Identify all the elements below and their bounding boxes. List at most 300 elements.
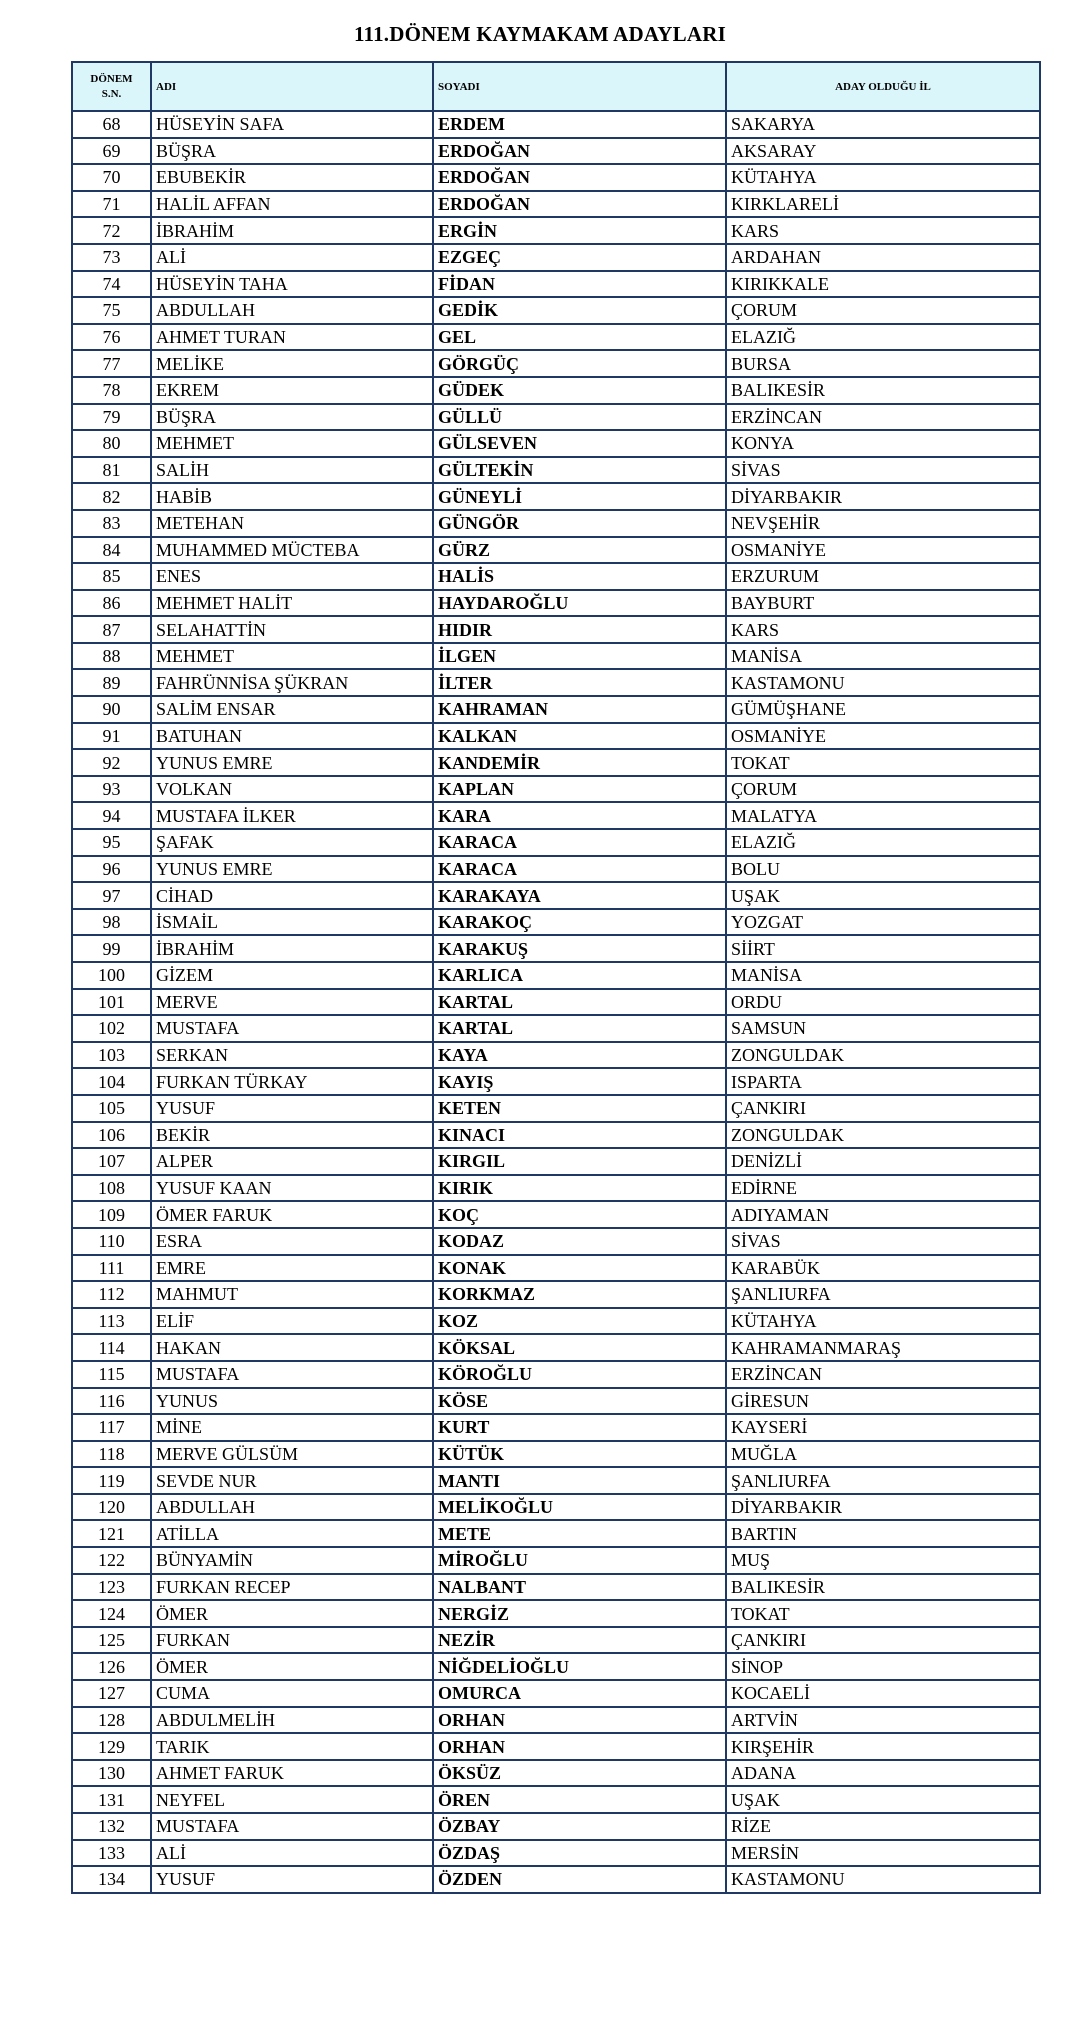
cell-sn: 79 (72, 404, 151, 431)
cell-sn: 104 (72, 1068, 151, 1095)
cell-adi: MUSTAFA İLKER (151, 802, 433, 829)
cell-sn: 119 (72, 1467, 151, 1494)
cell-sn: 115 (72, 1361, 151, 1388)
cell-il: DİYARBAKIR (726, 1494, 1040, 1521)
cell-soyadi: HALİS (433, 563, 726, 590)
cell-sn: 127 (72, 1680, 151, 1707)
header-soyadi: SOYADI (433, 62, 726, 111)
table-row (72, 324, 1040, 351)
cell-sn: 91 (72, 723, 151, 750)
cell-il: BOLU (726, 856, 1040, 883)
cell-soyadi: GÜLLÜ (433, 404, 726, 431)
cell-adi: MUHAMMED MÜCTEBA (151, 537, 433, 564)
cell-adi: VOLKAN (151, 776, 433, 803)
cell-sn: 68 (72, 111, 151, 138)
cell-adi: SALİM ENSAR (151, 696, 433, 723)
cell-sn: 96 (72, 856, 151, 883)
header-sn (72, 62, 151, 111)
table-row (72, 1361, 1040, 1388)
cell-soyadi: ERGİN (433, 217, 726, 244)
cell-adi: CİHAD (151, 882, 433, 909)
cell-il: ÇANKIRI (726, 1627, 1040, 1654)
cell-soyadi: MANTI (433, 1467, 726, 1494)
cell-sn: 90 (72, 696, 151, 723)
cell-il: BAYBURT (726, 590, 1040, 617)
cell-soyadi: KAYA (433, 1042, 726, 1069)
cell-adi: EMRE (151, 1255, 433, 1282)
cell-il: KÜTAHYA (726, 1308, 1040, 1335)
table-row (72, 271, 1040, 298)
table-row (72, 1866, 1040, 1893)
cell-adi: TARIK (151, 1733, 433, 1760)
table-row (72, 1414, 1040, 1441)
table-row (72, 1388, 1040, 1415)
cell-il: OSMANİYE (726, 723, 1040, 750)
cell-sn: 113 (72, 1308, 151, 1335)
cell-soyadi: ORHAN (433, 1733, 726, 1760)
cell-adi: ABDULLAH (151, 1494, 433, 1521)
cell-adi: ALPER (151, 1148, 433, 1175)
cell-soyadi: FİDAN (433, 271, 726, 298)
cell-sn: 112 (72, 1281, 151, 1308)
table-row (72, 1122, 1040, 1149)
table-row (72, 1520, 1040, 1547)
table-row (72, 1255, 1040, 1282)
table-row (72, 749, 1040, 776)
cell-il: UŞAK (726, 1786, 1040, 1813)
cell-sn: 78 (72, 377, 151, 404)
cell-sn: 88 (72, 643, 151, 670)
cell-soyadi: İLGEN (433, 643, 726, 670)
cell-sn: 100 (72, 962, 151, 989)
cell-adi: BATUHAN (151, 723, 433, 750)
cell-soyadi: KINACI (433, 1122, 726, 1149)
table-row (72, 430, 1040, 457)
cell-sn: 123 (72, 1574, 151, 1601)
cell-sn: 82 (72, 483, 151, 510)
cell-adi: BÜŞRA (151, 138, 433, 165)
table-row (72, 1228, 1040, 1255)
cell-il: YOZGAT (726, 909, 1040, 936)
header-il: ADAY OLDUĞU İL (726, 62, 1040, 111)
cell-soyadi: NERGİZ (433, 1600, 726, 1627)
cell-adi: İSMAİL (151, 909, 433, 936)
cell-adi: SALİH (151, 457, 433, 484)
cell-adi: BÜNYAMİN (151, 1547, 433, 1574)
table-row (72, 297, 1040, 324)
cell-soyadi: KÖROĞLU (433, 1361, 726, 1388)
table-row (72, 138, 1040, 165)
cell-il: KÜTAHYA (726, 164, 1040, 191)
cell-il: ORDU (726, 989, 1040, 1016)
cell-soyadi: GÜNEYLİ (433, 483, 726, 510)
cell-soyadi: ERDOĞAN (433, 164, 726, 191)
table-row (72, 696, 1040, 723)
cell-il: ARTVİN (726, 1707, 1040, 1734)
cell-il: KAYSERİ (726, 1414, 1040, 1441)
cell-soyadi: ÖKSÜZ (433, 1760, 726, 1787)
cell-soyadi: KODAZ (433, 1228, 726, 1255)
table-row (72, 1574, 1040, 1601)
table-row (72, 1733, 1040, 1760)
cell-soyadi: KARAKOÇ (433, 909, 726, 936)
cell-soyadi: KÖKSAL (433, 1334, 726, 1361)
cell-sn: 75 (72, 297, 151, 324)
table-row (72, 989, 1040, 1016)
cell-adi: HÜSEYİN SAFA (151, 111, 433, 138)
cell-il: ERZİNCAN (726, 404, 1040, 431)
cell-sn: 94 (72, 802, 151, 829)
cell-sn: 125 (72, 1627, 151, 1654)
table-row (72, 404, 1040, 431)
cell-adi: ÖMER (151, 1600, 433, 1627)
cell-adi: ÖMER (151, 1653, 433, 1680)
cell-sn: 106 (72, 1122, 151, 1149)
cell-sn: 111 (72, 1255, 151, 1282)
cell-adi: EBUBEKİR (151, 164, 433, 191)
cell-soyadi: GÜLTEKİN (433, 457, 726, 484)
cell-sn: 99 (72, 935, 151, 962)
cell-soyadi: KARTAL (433, 989, 726, 1016)
cell-sn: 134 (72, 1866, 151, 1893)
table-row (72, 1281, 1040, 1308)
cell-sn: 116 (72, 1388, 151, 1415)
cell-sn: 118 (72, 1441, 151, 1468)
table-row (72, 1095, 1040, 1122)
table-row (72, 1334, 1040, 1361)
cell-sn: 126 (72, 1653, 151, 1680)
cell-adi: SERKAN (151, 1042, 433, 1069)
cell-adi: YUSUF (151, 1095, 433, 1122)
cell-adi: HALİL AFFAN (151, 191, 433, 218)
cell-soyadi: NALBANT (433, 1574, 726, 1601)
cell-soyadi: HIDIR (433, 616, 726, 643)
cell-sn: 129 (72, 1733, 151, 1760)
table-row (72, 1707, 1040, 1734)
cell-il: BALIKESİR (726, 1574, 1040, 1601)
cell-il: BURSA (726, 350, 1040, 377)
table-body (72, 111, 1040, 1893)
cell-soyadi: KAPLAN (433, 776, 726, 803)
cell-soyadi: OMURCA (433, 1680, 726, 1707)
table-row (72, 510, 1040, 537)
cell-soyadi: KÖSE (433, 1388, 726, 1415)
cell-sn: 95 (72, 829, 151, 856)
table-row (72, 829, 1040, 856)
cell-sn: 121 (72, 1520, 151, 1547)
cell-soyadi: KOZ (433, 1308, 726, 1335)
cell-il: EDİRNE (726, 1175, 1040, 1202)
cell-adi: BEKİR (151, 1122, 433, 1149)
cell-soyadi: ÖREN (433, 1786, 726, 1813)
cell-il: KAHRAMANMARAŞ (726, 1334, 1040, 1361)
cell-soyadi: KARA (433, 802, 726, 829)
cell-il: MANİSA (726, 962, 1040, 989)
cell-sn: 131 (72, 1786, 151, 1813)
cell-sn: 102 (72, 1015, 151, 1042)
cell-soyadi: HAYDAROĞLU (433, 590, 726, 617)
cell-sn: 132 (72, 1813, 151, 1840)
cell-il: MERSİN (726, 1840, 1040, 1867)
table-row (72, 1840, 1040, 1867)
table-row (72, 350, 1040, 377)
cell-adi: MEHMET (151, 430, 433, 457)
cell-adi: HABİB (151, 483, 433, 510)
cell-sn: 76 (72, 324, 151, 351)
cell-il: SİVAS (726, 457, 1040, 484)
cell-adi: FAHRÜNNİSA ŞÜKRAN (151, 669, 433, 696)
cell-soyadi: GÜRZ (433, 537, 726, 564)
cell-sn: 92 (72, 749, 151, 776)
cell-il: ZONGULDAK (726, 1122, 1040, 1149)
cell-adi: ATİLLA (151, 1520, 433, 1547)
cell-soyadi: KORKMAZ (433, 1281, 726, 1308)
cell-adi: MUSTAFA (151, 1361, 433, 1388)
table-row (72, 1680, 1040, 1707)
cell-il: NEVŞEHİR (726, 510, 1040, 537)
cell-soyadi: KARTAL (433, 1015, 726, 1042)
cell-sn: 109 (72, 1201, 151, 1228)
cell-adi: MİNE (151, 1414, 433, 1441)
table-row (72, 1308, 1040, 1335)
cell-adi: ENES (151, 563, 433, 590)
cell-adi: EKREM (151, 377, 433, 404)
cell-il: ELAZIĞ (726, 829, 1040, 856)
cell-adi: SELAHATTİN (151, 616, 433, 643)
cell-soyadi: NEZİR (433, 1627, 726, 1654)
cell-sn: 83 (72, 510, 151, 537)
cell-adi: MERVE GÜLSÜM (151, 1441, 433, 1468)
table-row (72, 669, 1040, 696)
table-row (72, 164, 1040, 191)
cell-il: UŞAK (726, 882, 1040, 909)
cell-il: KASTAMONU (726, 1866, 1040, 1893)
cell-soyadi: NİĞDELİOĞLU (433, 1653, 726, 1680)
table-row (72, 483, 1040, 510)
cell-il: KARS (726, 217, 1040, 244)
header-row (72, 62, 1040, 111)
cell-soyadi: KANDEMİR (433, 749, 726, 776)
cell-il: KIRKLARELİ (726, 191, 1040, 218)
cell-soyadi: ERDEM (433, 111, 726, 138)
cell-sn: 69 (72, 138, 151, 165)
table-row (72, 882, 1040, 909)
cell-soyadi: KAHRAMAN (433, 696, 726, 723)
table-row (72, 1653, 1040, 1680)
cell-il: KARS (726, 616, 1040, 643)
cell-soyadi: KÜTÜK (433, 1441, 726, 1468)
cell-sn: 87 (72, 616, 151, 643)
header-adi: ADI (151, 62, 433, 111)
cell-sn: 98 (72, 909, 151, 936)
cell-adi: AHMET FARUK (151, 1760, 433, 1787)
cell-il: OSMANİYE (726, 537, 1040, 564)
cell-il: SİİRT (726, 935, 1040, 962)
cell-soyadi: GÜNGÖR (433, 510, 726, 537)
cell-il: MANİSA (726, 643, 1040, 670)
table-row (72, 962, 1040, 989)
cell-il: MUŞ (726, 1547, 1040, 1574)
cell-soyadi: MİROĞLU (433, 1547, 726, 1574)
cell-soyadi: ORHAN (433, 1707, 726, 1734)
table-row (72, 1813, 1040, 1840)
cell-adi: MEHMET HALİT (151, 590, 433, 617)
cell-adi: FURKAN RECEP (151, 1574, 433, 1601)
cell-adi: MERVE (151, 989, 433, 1016)
cell-sn: 97 (72, 882, 151, 909)
cell-il: KIRIKKALE (726, 271, 1040, 298)
table-row (72, 377, 1040, 404)
cell-soyadi: KETEN (433, 1095, 726, 1122)
cell-soyadi: KURT (433, 1414, 726, 1441)
cell-il: SAKARYA (726, 111, 1040, 138)
cell-sn: 80 (72, 430, 151, 457)
table-row (72, 616, 1040, 643)
cell-il: SİVAS (726, 1228, 1040, 1255)
table-row (72, 191, 1040, 218)
cell-soyadi: GÜDEK (433, 377, 726, 404)
cell-adi: GİZEM (151, 962, 433, 989)
table-row (72, 1201, 1040, 1228)
cell-il: ŞANLIURFA (726, 1467, 1040, 1494)
cell-il: BALIKESİR (726, 377, 1040, 404)
cell-soyadi: KARLICA (433, 962, 726, 989)
cell-soyadi: GEL (433, 324, 726, 351)
cell-adi: YUNUS EMRE (151, 856, 433, 883)
cell-soyadi: ÖZBAY (433, 1813, 726, 1840)
cell-il: ADANA (726, 1760, 1040, 1787)
cell-il: ISPARTA (726, 1068, 1040, 1095)
cell-sn: 114 (72, 1334, 151, 1361)
cell-il: GÜMÜŞHANE (726, 696, 1040, 723)
cell-il: ELAZIĞ (726, 324, 1040, 351)
cell-il: ÇANKIRI (726, 1095, 1040, 1122)
cell-adi: FURKAN (151, 1627, 433, 1654)
cell-adi: MUSTAFA (151, 1015, 433, 1042)
table-row (72, 909, 1040, 936)
cell-adi: MUSTAFA (151, 1813, 433, 1840)
cell-soyadi: GEDİK (433, 297, 726, 324)
table-row (72, 563, 1040, 590)
table-row (72, 111, 1040, 138)
cell-il: TOKAT (726, 1600, 1040, 1627)
cell-sn: 128 (72, 1707, 151, 1734)
cell-il: KONYA (726, 430, 1040, 457)
cell-sn: 108 (72, 1175, 151, 1202)
table-row (72, 935, 1040, 962)
cell-il: SAMSUN (726, 1015, 1040, 1042)
cell-soyadi: ERDOĞAN (433, 138, 726, 165)
cell-soyadi: İLTER (433, 669, 726, 696)
cell-sn: 120 (72, 1494, 151, 1521)
cell-soyadi: KARAKAYA (433, 882, 726, 909)
cell-il: GİRESUN (726, 1388, 1040, 1415)
cell-il: ŞANLIURFA (726, 1281, 1040, 1308)
cell-adi: ŞAFAK (151, 829, 433, 856)
cell-sn: 77 (72, 350, 151, 377)
cell-il: ADIYAMAN (726, 1201, 1040, 1228)
cell-adi: İBRAHİM (151, 935, 433, 962)
cell-adi: ALİ (151, 1840, 433, 1867)
cell-sn: 84 (72, 537, 151, 564)
cell-sn: 122 (72, 1547, 151, 1574)
cell-sn: 73 (72, 244, 151, 271)
cell-sn: 81 (72, 457, 151, 484)
cell-adi: AHMET TURAN (151, 324, 433, 351)
cell-il: AKSARAY (726, 138, 1040, 165)
cell-sn: 71 (72, 191, 151, 218)
cell-adi: ABDULLAH (151, 297, 433, 324)
table-row (72, 1068, 1040, 1095)
cell-il: KASTAMONU (726, 669, 1040, 696)
cell-sn: 101 (72, 989, 151, 1016)
cell-il: TOKAT (726, 749, 1040, 776)
cell-adi: HÜSEYİN TAHA (151, 271, 433, 298)
cell-sn: 70 (72, 164, 151, 191)
table-row (72, 1148, 1040, 1175)
cell-il: ERZİNCAN (726, 1361, 1040, 1388)
cell-il: RİZE (726, 1813, 1040, 1840)
cell-il: ARDAHAN (726, 244, 1040, 271)
table-row (72, 723, 1040, 750)
cell-soyadi: KIRGIL (433, 1148, 726, 1175)
cell-il: ÇORUM (726, 297, 1040, 324)
cell-adi: ELİF (151, 1308, 433, 1335)
cell-sn: 103 (72, 1042, 151, 1069)
table-row (72, 1786, 1040, 1813)
cell-soyadi: ÖZDEN (433, 1866, 726, 1893)
cell-il: ERZURUM (726, 563, 1040, 590)
cell-sn: 124 (72, 1600, 151, 1627)
table-row (72, 590, 1040, 617)
cell-sn: 72 (72, 217, 151, 244)
table-row (72, 643, 1040, 670)
cell-soyadi: GÜLSEVEN (433, 430, 726, 457)
cell-sn: 110 (72, 1228, 151, 1255)
table-row (72, 1015, 1040, 1042)
cell-il: DENİZLİ (726, 1148, 1040, 1175)
cell-sn: 85 (72, 563, 151, 590)
cell-adi: YUNUS EMRE (151, 749, 433, 776)
cell-il: DİYARBAKIR (726, 483, 1040, 510)
table-row (72, 537, 1040, 564)
cell-adi: MEHMET (151, 643, 433, 670)
table-row (72, 1600, 1040, 1627)
cell-soyadi: KONAK (433, 1255, 726, 1282)
table-row (72, 1175, 1040, 1202)
table-row (72, 1467, 1040, 1494)
cell-sn: 86 (72, 590, 151, 617)
cell-soyadi: METE (433, 1520, 726, 1547)
cell-adi: MELİKE (151, 350, 433, 377)
table-row (72, 776, 1040, 803)
table-row (72, 1494, 1040, 1521)
cell-adi: YUSUF KAAN (151, 1175, 433, 1202)
cell-soyadi: ERDOĞAN (433, 191, 726, 218)
cell-adi: CUMA (151, 1680, 433, 1707)
cell-il: KIRŞEHİR (726, 1733, 1040, 1760)
cell-adi: METEHAN (151, 510, 433, 537)
table-row (72, 1760, 1040, 1787)
page-title: 111.DÖNEM KAYMAKAM ADAYLARI (354, 22, 726, 46)
cell-sn: 93 (72, 776, 151, 803)
candidates-table (71, 61, 1041, 1894)
cell-soyadi: KAYIŞ (433, 1068, 726, 1095)
cell-adi: HAKAN (151, 1334, 433, 1361)
cell-il: KOCAELİ (726, 1680, 1040, 1707)
cell-adi: YUNUS (151, 1388, 433, 1415)
cell-soyadi: KARACA (433, 829, 726, 856)
